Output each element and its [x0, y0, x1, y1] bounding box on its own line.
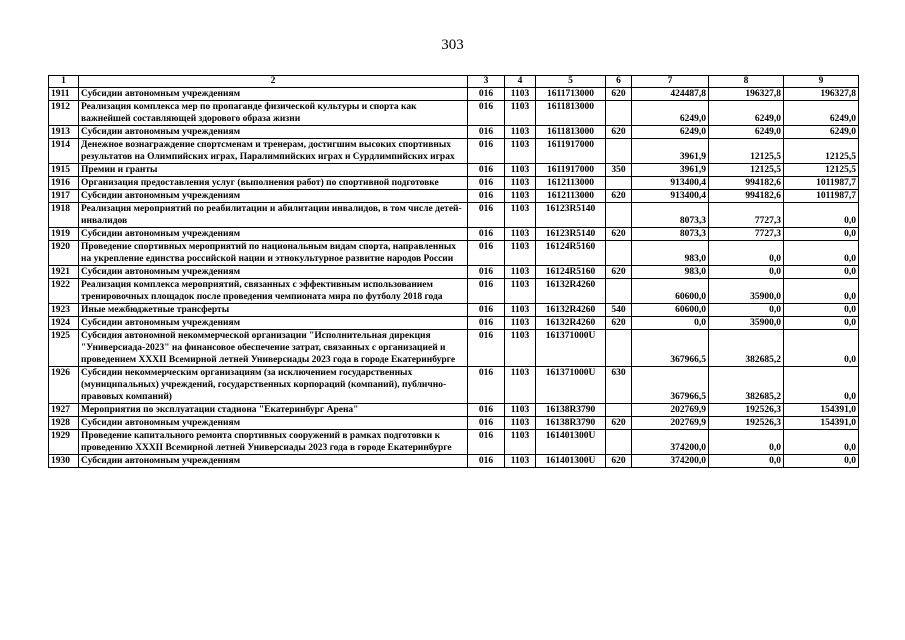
row-section-code: 1103 — [505, 455, 536, 468]
row-number: 1917 — [49, 190, 79, 203]
header-cell: 6 — [606, 76, 632, 88]
row-target-code: 161401300U — [536, 455, 606, 468]
table-body — [49, 88, 859, 468]
row-amount-year1: 913400,4 — [632, 190, 709, 203]
table-row — [49, 455, 859, 468]
row-number: 1921 — [49, 266, 79, 279]
row-name: Реализация комплекса мероприятий, связанных с эффективным использованием тренировочных площадок после проведения чемпионата мира по футболу 2018 года — [79, 279, 468, 304]
row-amount-year3: 154391,0 — [784, 417, 859, 430]
row-expense-type — [606, 203, 632, 228]
row-ministry-code: 016 — [468, 139, 505, 164]
row-name: Субсидии автономным учреждениям — [79, 88, 468, 101]
row-name: Мероприятия по эксплуатации стадиона "Екатеринбург Арена" — [79, 404, 468, 417]
header-cell: 2 — [79, 76, 468, 88]
row-expense-type: 620 — [606, 190, 632, 203]
row-number: 1924 — [49, 317, 79, 330]
table-row — [49, 177, 859, 190]
row-expense-type: 630 — [606, 367, 632, 404]
row-amount-year2: 994182,6 — [709, 177, 784, 190]
row-amount-year3: 1011987,7 — [784, 177, 859, 190]
row-section-code: 1103 — [505, 417, 536, 430]
table-row — [49, 228, 859, 241]
table-row — [49, 203, 859, 228]
row-amount-year3: 0,0 — [784, 279, 859, 304]
row-name: Денежное вознаграждение спортсменам и тренерам, достигшим высоких спортивных результатов на Олимпийских играх, Паралимпийских играх и Сурдлимпийских играх — [79, 139, 468, 164]
row-number: 1913 — [49, 126, 79, 139]
row-amount-year3: 12125,5 — [784, 139, 859, 164]
row-amount-year2: 6249,0 — [709, 101, 784, 126]
row-amount-year1: 8073,3 — [632, 228, 709, 241]
table-row — [49, 330, 859, 367]
row-target-code: 1612113000 — [536, 177, 606, 190]
row-amount-year1: 202769,9 — [632, 404, 709, 417]
row-ministry-code: 016 — [468, 455, 505, 468]
row-expense-type: 350 — [606, 164, 632, 177]
row-ministry-code: 016 — [468, 404, 505, 417]
row-number: 1914 — [49, 139, 79, 164]
row-amount-year1: 367966,5 — [632, 367, 709, 404]
row-amount-year3: 154391,0 — [784, 404, 859, 417]
row-section-code: 1103 — [505, 203, 536, 228]
row-name: Иные межбюджетные трансферты — [79, 304, 468, 317]
row-amount-year2: 0,0 — [709, 266, 784, 279]
table-row — [49, 126, 859, 139]
header-cell: 5 — [536, 76, 606, 88]
row-section-code: 1103 — [505, 304, 536, 317]
row-amount-year1: 6249,0 — [632, 101, 709, 126]
row-amount-year3: 0,0 — [784, 317, 859, 330]
row-amount-year1: 202769,9 — [632, 417, 709, 430]
row-number: 1927 — [49, 404, 79, 417]
row-ministry-code: 016 — [468, 177, 505, 190]
table-row — [49, 367, 859, 404]
row-target-code: 16132R4260 — [536, 317, 606, 330]
row-section-code: 1103 — [505, 317, 536, 330]
row-amount-year1: 983,0 — [632, 266, 709, 279]
row-amount-year2: 192526,3 — [709, 404, 784, 417]
row-name: Субсидии автономным учреждениям — [79, 126, 468, 139]
row-section-code: 1103 — [505, 279, 536, 304]
row-section-code: 1103 — [505, 139, 536, 164]
row-amount-year2: 6249,0 — [709, 126, 784, 139]
row-target-code: 16138R3790 — [536, 417, 606, 430]
row-expense-type: 620 — [606, 455, 632, 468]
row-target-code: 16138R3790 — [536, 404, 606, 417]
row-expense-type: 620 — [606, 126, 632, 139]
row-ministry-code: 016 — [468, 203, 505, 228]
row-amount-year3: 0,0 — [784, 330, 859, 367]
table-row — [49, 241, 859, 266]
row-amount-year2: 192526,3 — [709, 417, 784, 430]
row-target-code: 1612113000 — [536, 190, 606, 203]
row-expense-type — [606, 101, 632, 126]
row-amount-year3: 12125,5 — [784, 164, 859, 177]
row-amount-year3: 6249,0 — [784, 126, 859, 139]
row-ministry-code: 016 — [468, 190, 505, 203]
row-section-code: 1103 — [505, 101, 536, 126]
row-ministry-code: 016 — [468, 88, 505, 101]
row-target-code: 16124R5160 — [536, 266, 606, 279]
row-name: Реализация мероприятий по реабилитации и абилитации инвалидов, в том числе детей-инвалидов — [79, 203, 468, 228]
row-target-code: 1611813000 — [536, 126, 606, 139]
row-expense-type — [606, 430, 632, 455]
row-amount-year2: 7727,3 — [709, 228, 784, 241]
row-target-code: 16132R4260 — [536, 304, 606, 317]
header-cell: 4 — [505, 76, 536, 88]
row-amount-year1: 374200,0 — [632, 430, 709, 455]
row-ministry-code: 016 — [468, 164, 505, 177]
row-expense-type: 620 — [606, 417, 632, 430]
table-row — [49, 190, 859, 203]
budget-table — [48, 75, 859, 468]
header-row — [49, 76, 859, 88]
row-amount-year2: 0,0 — [709, 430, 784, 455]
row-expense-type — [606, 177, 632, 190]
table-row — [49, 317, 859, 330]
row-ministry-code: 016 — [468, 367, 505, 404]
row-amount-year2: 994182,6 — [709, 190, 784, 203]
row-expense-type: 620 — [606, 317, 632, 330]
row-amount-year2: 35900,0 — [709, 317, 784, 330]
row-name: Субсидии автономным учреждениям — [79, 190, 468, 203]
row-name: Проведение спортивных мероприятий по национальным видам спорта, направленных на укрепление единства российской нации и этнокультурное развитие народов России — [79, 241, 468, 266]
header-cell: 3 — [468, 76, 505, 88]
row-target-code: 1611813000 — [536, 101, 606, 126]
row-section-code: 1103 — [505, 367, 536, 404]
row-target-code: 161371000U — [536, 367, 606, 404]
row-amount-year3: 0,0 — [784, 266, 859, 279]
row-number: 1926 — [49, 367, 79, 404]
row-amount-year1: 0,0 — [632, 317, 709, 330]
row-number: 1915 — [49, 164, 79, 177]
header-cell: 1 — [49, 76, 79, 88]
row-expense-type — [606, 241, 632, 266]
row-amount-year1: 367966,5 — [632, 330, 709, 367]
row-amount-year2: 382685,2 — [709, 367, 784, 404]
row-number: 1918 — [49, 203, 79, 228]
row-number: 1930 — [49, 455, 79, 468]
row-target-code: 1611713000 — [536, 88, 606, 101]
row-name: Субсидии автономным учреждениям — [79, 228, 468, 241]
row-name: Субсидии некоммерческим организациям (за исключением государственных (муниципальных) учреждений, государственных корпораций (компаний), публично-правовых компаний) — [79, 367, 468, 404]
row-amount-year2: 12125,5 — [709, 139, 784, 164]
row-expense-type: 540 — [606, 304, 632, 317]
row-number: 1929 — [49, 430, 79, 455]
row-section-code: 1103 — [505, 228, 536, 241]
table-row — [49, 88, 859, 101]
row-amount-year3: 0,0 — [784, 367, 859, 404]
row-amount-year2: 0,0 — [709, 455, 784, 468]
table-row — [49, 266, 859, 279]
header-cell: 7 — [632, 76, 709, 88]
row-section-code: 1103 — [505, 126, 536, 139]
table-row — [49, 430, 859, 455]
row-ministry-code: 016 — [468, 126, 505, 139]
row-amount-year1: 8073,3 — [632, 203, 709, 228]
row-section-code: 1103 — [505, 266, 536, 279]
row-amount-year3: 0,0 — [784, 304, 859, 317]
row-amount-year3: 0,0 — [784, 241, 859, 266]
row-target-code: 16124R5160 — [536, 241, 606, 266]
row-expense-type: 620 — [606, 88, 632, 101]
row-amount-year3: 196327,8 — [784, 88, 859, 101]
row-section-code: 1103 — [505, 190, 536, 203]
table-row — [49, 404, 859, 417]
row-section-code: 1103 — [505, 430, 536, 455]
row-amount-year3: 0,0 — [784, 430, 859, 455]
row-section-code: 1103 — [505, 330, 536, 367]
row-name: Организация предоставления услуг (выполнения работ) по спортивной подготовке — [79, 177, 468, 190]
row-expense-type — [606, 279, 632, 304]
row-amount-year3: 0,0 — [784, 455, 859, 468]
row-amount-year3: 1011987,7 — [784, 190, 859, 203]
row-section-code: 1103 — [505, 88, 536, 101]
table-row — [49, 279, 859, 304]
row-amount-year1: 60600,0 — [632, 279, 709, 304]
row-name: Субсидия автономной некоммерческой организации "Исполнительная дирекция "Универсиада-2023" на финансовое обеспечение затрат, связанных с организацией и проведением XXXII Всемирной летней Универсиады 2023 года в городе Екатеринбурге — [79, 330, 468, 367]
row-name: Субсидии автономным учреждениям — [79, 455, 468, 468]
row-section-code: 1103 — [505, 164, 536, 177]
row-number: 1928 — [49, 417, 79, 430]
row-expense-type — [606, 404, 632, 417]
row-amount-year1: 983,0 — [632, 241, 709, 266]
row-target-code: 16132R4260 — [536, 279, 606, 304]
row-name: Проведение капитального ремонта спортивных сооружений в рамках подготовки к проведению XXXII Всемирной летней Универсиады 2023 года в городе Екатеринбурге — [79, 430, 468, 455]
row-ministry-code: 016 — [468, 317, 505, 330]
row-expense-type — [606, 330, 632, 367]
table-row — [49, 417, 859, 430]
row-amount-year1: 374200,0 — [632, 455, 709, 468]
row-ministry-code: 016 — [468, 417, 505, 430]
row-amount-year3: 6249,0 — [784, 101, 859, 126]
row-amount-year1: 6249,0 — [632, 126, 709, 139]
row-target-code: 1611917000 — [536, 164, 606, 177]
row-ministry-code: 016 — [468, 304, 505, 317]
row-section-code: 1103 — [505, 177, 536, 190]
row-number: 1911 — [49, 88, 79, 101]
row-amount-year3: 0,0 — [784, 203, 859, 228]
row-amount-year2: 0,0 — [709, 241, 784, 266]
row-amount-year1: 913400,4 — [632, 177, 709, 190]
row-name: Реализация комплекса мер по пропаганде физической культуры и спорта как важнейшей составляющей здорового образа жизни — [79, 101, 468, 126]
row-number: 1923 — [49, 304, 79, 317]
row-section-code: 1103 — [505, 241, 536, 266]
row-target-code: 1611917000 — [536, 139, 606, 164]
table-row — [49, 304, 859, 317]
row-name: Субсидии автономным учреждениям — [79, 417, 468, 430]
row-ministry-code: 016 — [468, 279, 505, 304]
row-ministry-code: 016 — [468, 266, 505, 279]
header-cell: 8 — [709, 76, 784, 88]
page-number: 303 — [441, 37, 464, 53]
row-number: 1916 — [49, 177, 79, 190]
row-amount-year1: 3961,9 — [632, 164, 709, 177]
row-name: Субсидии автономным учреждениям — [79, 317, 468, 330]
row-name: Премии и гранты — [79, 164, 468, 177]
row-ministry-code: 016 — [468, 330, 505, 367]
row-amount-year1: 60600,0 — [632, 304, 709, 317]
row-ministry-code: 016 — [468, 241, 505, 266]
row-target-code: 161401300U — [536, 430, 606, 455]
row-amount-year3: 0,0 — [784, 228, 859, 241]
row-ministry-code: 016 — [468, 228, 505, 241]
row-amount-year1: 3961,9 — [632, 139, 709, 164]
row-amount-year2: 0,0 — [709, 304, 784, 317]
table-row — [49, 164, 859, 177]
row-ministry-code: 016 — [468, 430, 505, 455]
row-amount-year2: 7727,3 — [709, 203, 784, 228]
table-row — [49, 139, 859, 164]
row-amount-year1: 424487,8 — [632, 88, 709, 101]
row-target-code: 16123R5140 — [536, 228, 606, 241]
row-amount-year2: 196327,8 — [709, 88, 784, 101]
row-number: 1912 — [49, 101, 79, 126]
header-cell: 9 — [784, 76, 859, 88]
row-number: 1920 — [49, 241, 79, 266]
row-number: 1919 — [49, 228, 79, 241]
row-section-code: 1103 — [505, 404, 536, 417]
row-amount-year2: 12125,5 — [709, 164, 784, 177]
row-target-code: 161371000U — [536, 330, 606, 367]
row-ministry-code: 016 — [468, 101, 505, 126]
row-amount-year2: 382685,2 — [709, 330, 784, 367]
row-number: 1925 — [49, 330, 79, 367]
row-amount-year2: 35900,0 — [709, 279, 784, 304]
row-expense-type — [606, 139, 632, 164]
row-expense-type: 620 — [606, 228, 632, 241]
row-target-code: 16123R5140 — [536, 203, 606, 228]
table-row — [49, 101, 859, 126]
row-number: 1922 — [49, 279, 79, 304]
row-expense-type: 620 — [606, 266, 632, 279]
row-name: Субсидии автономным учреждениям — [79, 266, 468, 279]
